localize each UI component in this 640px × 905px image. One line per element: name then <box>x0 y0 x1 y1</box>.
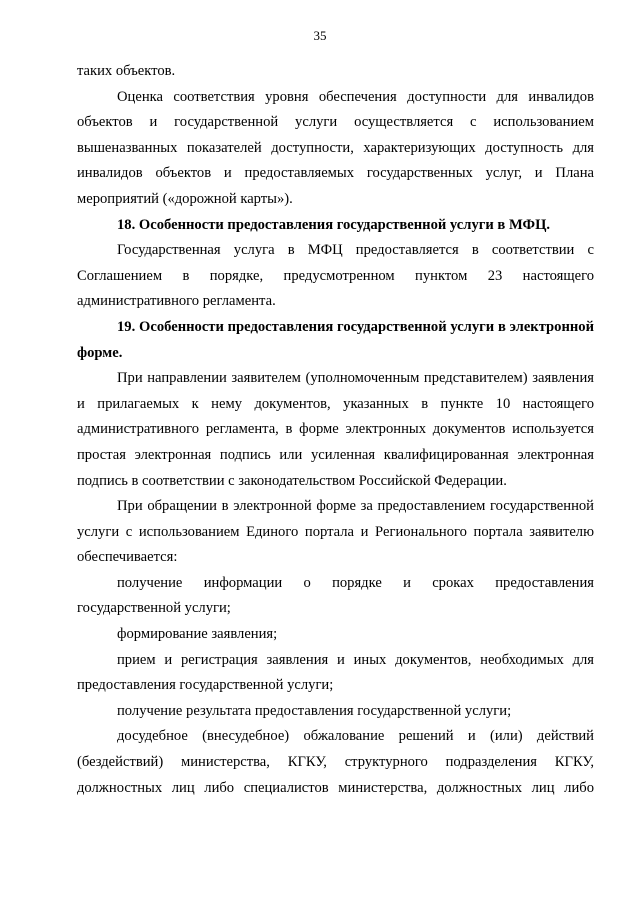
paragraph-accessibility-assessment: Оценка соответствия уровня обеспечения доступности для инвалидов объектов и государственной услуги осуществляется с использованием вышеназванных показателей доступности, характеризующих доступность для инвалидов объектов и предоставляемых государственных услуг, и Плана мероприятий («дорожной карты»). <box>77 88 594 207</box>
list-item-registration: прием и регистрация заявления и иных документов, необходимых для предоставления государственной услуги; <box>77 651 594 694</box>
list-item-information: получение информации о порядке и сроках предоставления государственной услуги; <box>77 574 594 617</box>
section-heading-19: 19. Особенности предоставления государственной услуги в электронной форме. <box>77 318 594 361</box>
paragraph-electronic-appeal: При обращении в электронной форме за предоставлением государственной услуги с использованием Единого портала и Регионального портала заявителю обеспечивается: <box>77 498 594 566</box>
page-number: 35 <box>313 28 327 43</box>
section-heading-18: 18. Особенности предоставления государственной услуги в МФЦ. <box>117 216 551 233</box>
list-item-appeal: досудебное (внесудебное) обжалование решений и (или) действий (бездействий) министерства, КГКУ, структурного подразделения КГКУ, должностных лиц либо специалистов министерства, должностных лиц либо <box>77 728 594 796</box>
paragraph-mfc-provision: Государственная услуга в МФЦ предоставляется в соответствии с Соглашением в порядке, предусмотренном пунктом 23 настоящего административного регламента. <box>77 242 594 310</box>
list-item-result: получение результата предоставления государственной услуги; <box>117 702 512 719</box>
paragraph-electronic-signature: При направлении заявителем (уполномоченным представителем) заявления и прилагаемых к нему документов, указанных в пункте 10 настоящего административного регламента, в форме электронных документов используется простая электронная подпись или усиленная квалифицированная электронная подпись в соответствии с законодательством Российской Федерации. <box>77 370 594 489</box>
paragraph-continuation: таких объектов. <box>77 63 176 79</box>
list-item-form-application: формирование заявления; <box>117 626 278 643</box>
document-body <box>77 59 594 801</box>
